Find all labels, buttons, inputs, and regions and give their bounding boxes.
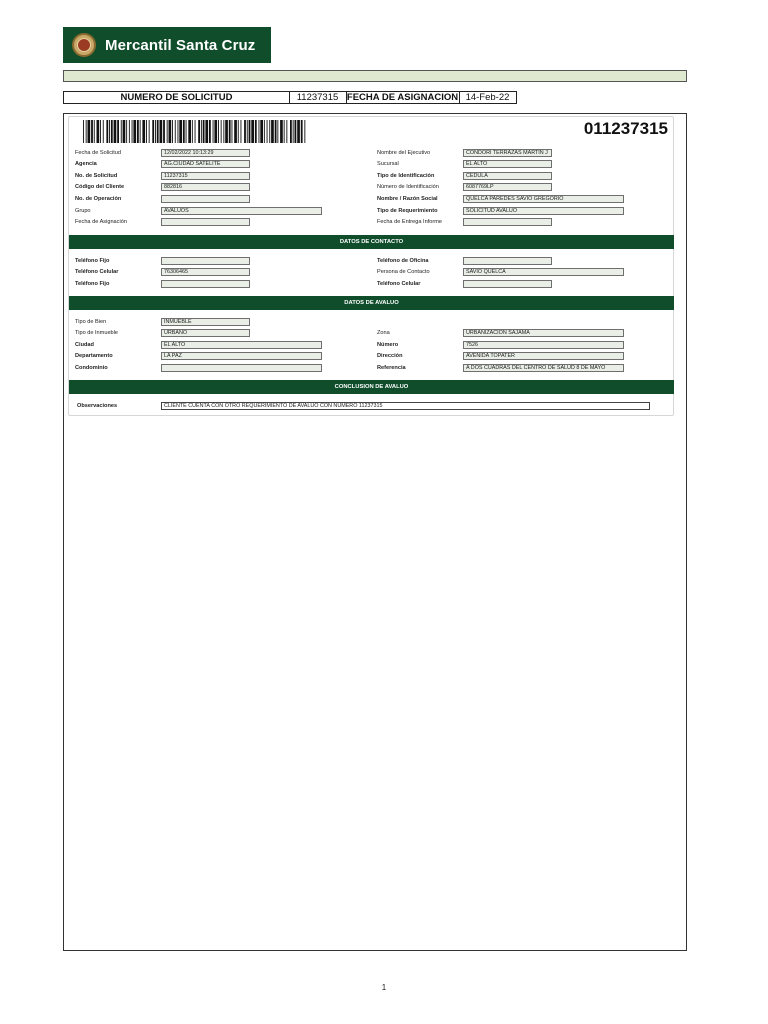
field-label: Departamento [75, 353, 113, 359]
document-number: 011237315 [583, 119, 668, 138]
nombre-ejecutivo-field: CONDORI TERRAZAS MARTIN J [463, 149, 552, 157]
section-header-contacto: DATOS DE CONTACTO [69, 235, 674, 249]
fecha-asignacion-label-cell [346, 91, 460, 104]
field-label: Teléfono de Oficina [377, 258, 429, 264]
field-label: Fecha de Entrega Informe [377, 219, 442, 225]
observaciones-label: Observaciones [77, 403, 118, 409]
field-label: Zona [377, 330, 390, 336]
field-label: Dirección [377, 353, 403, 359]
field-label: Teléfono Fijo [75, 258, 110, 264]
codigo-cliente-field: 882816 [161, 183, 250, 191]
field-label: Condominio [75, 365, 108, 371]
field-label: Grupo [75, 208, 91, 214]
persona-contacto-field: SAVIO QUELCA [463, 268, 624, 276]
no-solicitud-field: 11237315 [161, 172, 250, 180]
direccion-field: AVENIDA TOPATER [463, 352, 624, 360]
zona-field: URBANIZACION SAJAMA [463, 329, 624, 337]
field-label: Fecha de Asignación [75, 219, 127, 225]
field-label: Fecha de Solicitud [75, 150, 122, 156]
section-header-conclusion: CONCLUSION DE AVALUO [69, 380, 674, 394]
field-label: No. de Solicitud [75, 173, 118, 179]
field-label: Agencia [75, 161, 97, 167]
field-label: Referencia [377, 365, 406, 371]
telefono-celular-field: 76306465 [161, 268, 250, 276]
field-label: Ciudad [75, 342, 94, 348]
no-operacion-field [161, 195, 250, 203]
section-header-avaluo: DATOS DE AVALUO [69, 296, 674, 310]
barcode-icon [83, 120, 306, 143]
condominio-field [161, 364, 322, 372]
telefono-oficina-field [463, 257, 552, 265]
field-label: Tipo de Requerimiento [377, 208, 438, 214]
agencia-field: AG.CIUDAD SATELITE [161, 160, 250, 168]
referencia-field: A DOS CUADRAS DEL CENTRO DE SALUD 8 DE MAYO [463, 364, 624, 372]
tipo-inmueble-field: URBANO [161, 329, 250, 337]
fecha-asignacion-value: 14-Feb-22 [465, 92, 510, 103]
tipo-bien-field: INMUEBLE [161, 318, 250, 326]
observaciones-field: CLIENTE CUENTA CON OTRO REQUERIMIENTO DE AVALUO CON NUMERO 11237315 [161, 402, 650, 410]
header-bar [63, 70, 687, 82]
field-label: No. de Operación [75, 196, 122, 202]
numero-solicitud-value-cell [289, 91, 347, 104]
grupo-field: AVALUOS [161, 207, 322, 215]
tipo-requerimiento-field: SOLICITUD AVALUO [463, 207, 624, 215]
seal-icon [72, 33, 96, 57]
field-label: Teléfono Fijo [75, 281, 110, 287]
field-label: Número de Identificación [377, 184, 439, 190]
numero-solicitud-value: 11237315 [296, 92, 339, 103]
field-label: Tipo de Bien [75, 319, 107, 325]
fecha-solicitud-field: 12/02/2022 10:13:29 [161, 149, 250, 157]
field-label: Código del Cliente [75, 184, 125, 190]
telefono-fijo-field [161, 257, 250, 265]
nombre-razon-social-field: QUELCA PAREDES SAVIO GREGORIO [463, 195, 624, 203]
telefono-celular-2-field [463, 280, 552, 288]
sucursal-field: EL ALTO [463, 160, 552, 168]
numero-field: 7526 [463, 341, 624, 349]
field-label: Tipo de Inmueble [75, 330, 119, 336]
departamento-field: LA PAZ [161, 352, 322, 360]
field-label: Persona de Contacto [377, 269, 430, 275]
fecha-asignacion-label: FECHA DE ASIGNACION [346, 92, 459, 103]
field-label: Teléfono Celular [75, 269, 119, 275]
fecha-asignacion-value-cell [459, 91, 517, 104]
field-label: Tipo de Identificación [377, 173, 435, 179]
field-label: Sucursal [377, 161, 399, 167]
tipo-identificacion-field: CEDULA [463, 172, 552, 180]
fecha-asignacion-field [161, 218, 250, 226]
field-label: Número [377, 342, 399, 348]
field-label: Nombre del Ejecutivo [377, 150, 431, 156]
page-number: 1 [381, 983, 387, 992]
numero-solicitud-label-cell [63, 91, 290, 104]
numero-identificacion-field: 6087769LP [463, 183, 552, 191]
brand-name: Mercantil Santa Cruz [105, 36, 256, 54]
brand-logo [63, 27, 271, 63]
ciudad-field: EL ALTO [161, 341, 322, 349]
telefono-fijo-2-field [161, 280, 250, 288]
field-label: Teléfono Celular [377, 281, 421, 287]
numero-solicitud-label: NUMERO DE SOLICITUD [120, 92, 233, 103]
fecha-entrega-field [463, 218, 552, 226]
field-label: Nombre / Razón Social [377, 196, 438, 202]
